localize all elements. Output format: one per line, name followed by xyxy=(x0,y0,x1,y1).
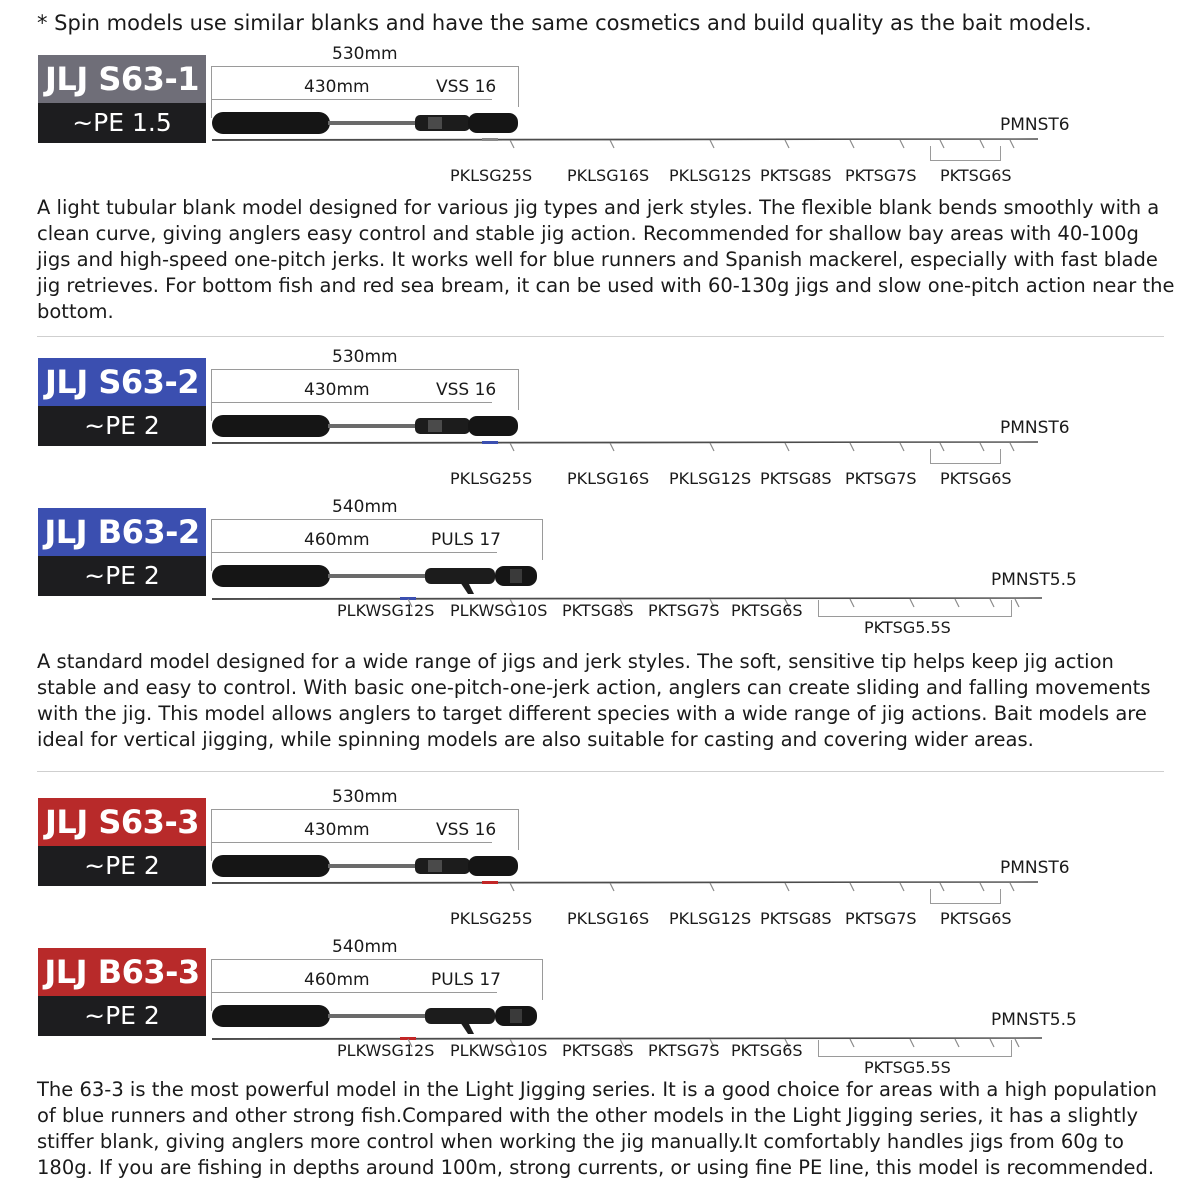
guide-mark xyxy=(1010,140,1014,148)
description-63-2: A standard model designed for a wide range of jigs and jerk styles. The soft, sensitive tip helps keep jig action stable and easy to control. With basic one-pitch-one-jerk action, anglers can create sliding and falling movements with the jig. This model allows anglers to target different species with a wide range of jig actions. Bait models are ideal for vertical jigging, while spinning models are also suitable for casting and covering wider areas. xyxy=(37,650,1151,751)
seat-ring xyxy=(428,420,442,432)
reel-seat: PULS 17 xyxy=(431,970,501,990)
rear-grip xyxy=(212,415,330,437)
guide-label: PKTSG7S xyxy=(845,166,917,185)
handle-shaft xyxy=(328,1014,438,1018)
extra-guides-bracket xyxy=(930,449,1001,464)
description-63-3: The 63-3 is the most powerful model in the Light Jigging series. It is a good choice for areas with a high population of blue runners and other strong fish.Compared with the other models in the Light Jigging series, it has a slightly stiffer blank, giving anglers more control when working the jig manually.It comfortably handles jigs from 60g to 180g. If you are fishing in depths around 100m, strong currents, or using fine PE line, this model is recommended. xyxy=(37,1078,1158,1179)
guide-mark xyxy=(1010,443,1014,451)
handle-shaft xyxy=(328,864,428,868)
rear-grip xyxy=(212,1005,330,1027)
model-badge xyxy=(38,508,206,596)
rear-grip xyxy=(212,565,330,587)
guide-label-extra: PKTSG5.5S xyxy=(864,1058,951,1077)
model-badge xyxy=(38,948,206,1036)
guide-label-extra: PKTSG5.5S xyxy=(864,618,951,637)
guide-mark xyxy=(850,883,854,891)
reel-seat: PULS 17 xyxy=(431,530,501,550)
guide-mark xyxy=(510,140,514,148)
guide-label: PKLSG12S xyxy=(669,909,752,928)
pe-rating: ~PE 2 xyxy=(38,996,206,1036)
extra-guides-bracket xyxy=(930,889,1001,904)
grip-length: 460mm xyxy=(304,530,370,550)
pe-rating: ~PE 2 xyxy=(38,556,206,596)
pe-rating: ~PE 2 xyxy=(38,406,206,446)
model-name: JLJ B63-3 xyxy=(38,948,206,996)
guide-label: PKTSG7S xyxy=(845,469,917,488)
total-length: 540mm xyxy=(332,937,398,957)
model-jlj-s63-1 xyxy=(0,44,1200,194)
blank-accent xyxy=(482,881,498,884)
guide-label: PKTSG8S xyxy=(562,1041,634,1060)
grip-length: 430mm xyxy=(304,380,370,400)
grip-length: 430mm xyxy=(304,820,370,840)
guide-label: PKLSG16S xyxy=(567,909,650,928)
guide-label: PKTSG6S xyxy=(940,909,1012,928)
reel-seat-body xyxy=(415,115,470,131)
guide-mark xyxy=(785,883,789,891)
grip-length: 430mm xyxy=(304,77,370,97)
guide-label: PLKWSG10S xyxy=(450,601,548,620)
section-divider xyxy=(37,771,1164,772)
pe-rating: ~PE 1.5 xyxy=(38,103,206,143)
guide-label: PKLSG16S xyxy=(567,469,650,488)
total-length: 530mm xyxy=(332,787,398,807)
guide-label: PKTSG6S xyxy=(940,166,1012,185)
blank-accent xyxy=(482,138,498,141)
guide-label: PKTSG6S xyxy=(940,469,1012,488)
description-63-1: A light tubular blank model designed for various jig types and jerk styles. The flexible blank bends smoothly with a clean curve, giving anglers easy control and stable jig action. Recommended for shallow bay areas with 40-100g jigs and high-speed one-pitch jerks. It works well for blue runners and Spanish mackerel, especially with fast blade jig retrieves. For bottom fish and red sea bream, it can be used with 60-130g jigs and slow one-pitch action near the bottom. xyxy=(37,196,1175,323)
pe-rating: ~PE 2 xyxy=(38,846,206,886)
guide-mark xyxy=(850,140,854,148)
tip-guide-label: PMNST5.5 xyxy=(991,570,1077,590)
tip-guide-label: PMNST6 xyxy=(1000,418,1070,438)
reel-seat-body xyxy=(425,568,495,584)
guide-label: PLKWSG10S xyxy=(450,1041,548,1060)
guide-mark xyxy=(1015,599,1019,607)
rod-handle xyxy=(210,560,542,594)
guide-label: PKTSG8S xyxy=(562,601,634,620)
model-badge xyxy=(38,55,206,143)
tip-guide-label: PMNST5.5 xyxy=(991,1010,1077,1030)
model-jlj-b63-3 xyxy=(0,937,1200,1087)
model-name: JLJ S63-1 xyxy=(38,55,206,103)
guide-mark xyxy=(900,443,904,451)
blank-line xyxy=(212,138,1038,141)
seat-ring xyxy=(428,860,442,872)
blank-line xyxy=(212,441,1038,444)
guide-label: PKTSG6S xyxy=(731,1041,803,1060)
model-badge xyxy=(38,358,206,446)
reel-seat: VSS 16 xyxy=(436,820,497,840)
reel-seat-body xyxy=(425,1008,495,1024)
seat-ring xyxy=(510,569,522,583)
guide-label: PKTSG7S xyxy=(845,909,917,928)
guide-mark xyxy=(510,883,514,891)
reel-seat-body xyxy=(415,858,470,874)
guide-mark xyxy=(610,443,614,451)
guide-mark xyxy=(1015,1039,1019,1047)
guide-label: PKTSG8S xyxy=(760,469,832,488)
guide-label: PKTSG8S xyxy=(760,909,832,928)
model-jlj-s63-3 xyxy=(0,787,1200,937)
reel-seat-body xyxy=(415,418,470,434)
model-jlj-b63-2 xyxy=(0,497,1200,647)
tip-guide-label: PMNST6 xyxy=(1000,115,1070,135)
total-length: 540mm xyxy=(332,497,398,517)
guide-label: PKTSG8S xyxy=(760,166,832,185)
handle-shaft xyxy=(328,574,438,578)
rear-grip xyxy=(212,855,330,877)
total-length: 530mm xyxy=(332,44,398,64)
guide-label: PKTSG6S xyxy=(731,601,803,620)
fore-grip xyxy=(468,856,518,876)
model-jlj-s63-2 xyxy=(0,347,1200,497)
guide-mark xyxy=(785,443,789,451)
guide-label: PKLSG25S xyxy=(450,909,533,928)
guide-mark xyxy=(510,443,514,451)
seat-ring xyxy=(510,1009,522,1023)
tip-guide-label: PMNST6 xyxy=(1000,858,1070,878)
reel-seat: VSS 16 xyxy=(436,77,497,97)
model-name: JLJ S63-3 xyxy=(38,798,206,846)
section-divider xyxy=(37,336,1164,337)
guide-label: PKTSG7S xyxy=(648,601,720,620)
model-name: JLJ S63-2 xyxy=(38,358,206,406)
total-length: 530mm xyxy=(332,347,398,367)
guide-label: PKLSG16S xyxy=(567,166,650,185)
guide-mark xyxy=(850,443,854,451)
guide-mark xyxy=(610,883,614,891)
guide-label: PKLSG25S xyxy=(450,469,533,488)
fore-grip xyxy=(468,416,518,436)
model-badge xyxy=(38,798,206,886)
fore-grip xyxy=(468,113,518,133)
guide-mark xyxy=(710,443,714,451)
extra-guides-bracket xyxy=(818,600,1012,617)
seat-ring xyxy=(428,117,442,129)
guide-mark xyxy=(785,140,789,148)
model-name: JLJ B63-2 xyxy=(38,508,206,556)
guide-label: PKLSG25S xyxy=(450,166,533,185)
rear-grip xyxy=(212,112,330,134)
guide-label: PLKWSG12S xyxy=(337,601,435,620)
rod-handle xyxy=(210,1000,542,1034)
extra-guides-bracket xyxy=(930,146,1001,161)
guide-mark xyxy=(900,883,904,891)
blank-accent xyxy=(482,441,498,444)
grip-length: 460mm xyxy=(304,970,370,990)
extra-guides-bracket xyxy=(818,1040,1012,1057)
handle-shaft xyxy=(328,424,428,428)
guide-label: PKLSG12S xyxy=(669,166,752,185)
guide-mark xyxy=(900,140,904,148)
guide-mark xyxy=(1010,883,1014,891)
guide-mark xyxy=(710,140,714,148)
guide-label: PKTSG7S xyxy=(648,1041,720,1060)
guide-label: PLKWSG12S xyxy=(337,1041,435,1060)
guide-mark xyxy=(710,883,714,891)
guide-label: PKLSG12S xyxy=(669,469,752,488)
spin-models-note: * Spin models use similar blanks and have the same cosmetics and build quality as the bait models. xyxy=(37,11,1092,35)
blank-line xyxy=(212,881,1038,884)
reel-seat: VSS 16 xyxy=(436,380,497,400)
guide-mark xyxy=(610,140,614,148)
handle-shaft xyxy=(328,121,428,125)
